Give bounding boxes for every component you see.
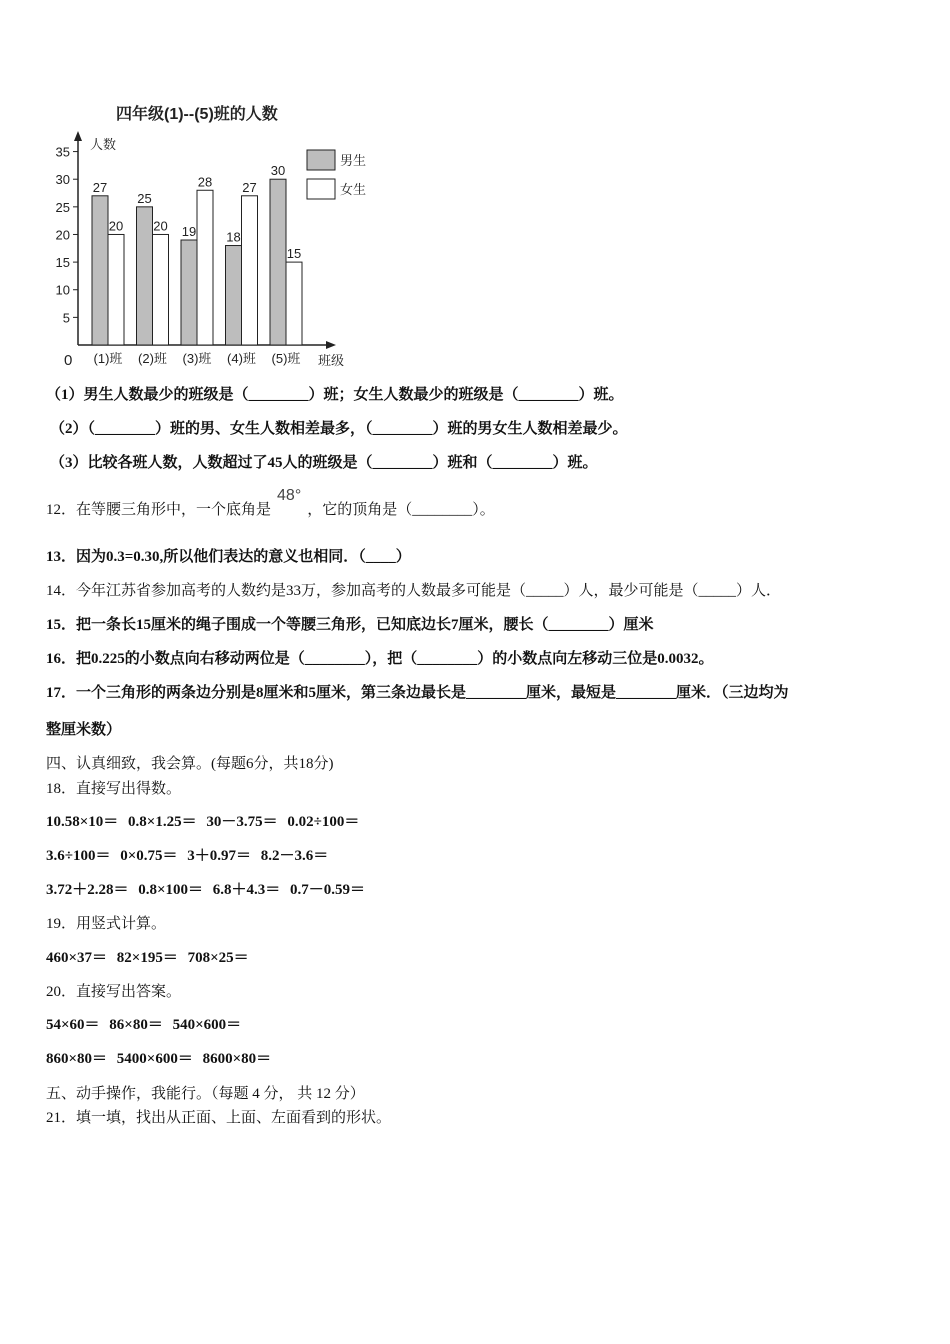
q11-part2: （2）（________）班的男、女生人数相差最多，（________）班的男女生人数相差最少。 <box>50 421 628 437</box>
section5-heading: 五、动手操作，我能行。（每题 4 分， 共 12 分） <box>46 1086 365 1102</box>
q15: 15．把一条长15厘米的绳子围成一个等腰三角形，已知底边长7厘米，腰长（________）厘米 <box>46 617 654 633</box>
y-tick-label: 35 <box>55 144 70 160</box>
x-tick-label: (4)班 <box>227 351 256 366</box>
bar-boys <box>181 240 197 345</box>
y-axis-arrow <box>74 131 82 141</box>
bar-girls <box>108 234 124 345</box>
x-tick-label: (1)班 <box>93 351 123 366</box>
q17-line2: 整厘米数） <box>46 722 122 738</box>
q20-row2: 860×80＝ 5400×600＝ 8600×80＝ <box>46 1051 272 1067</box>
q18-title: 18．直接写出得数。 <box>46 781 182 797</box>
bars <box>92 163 302 366</box>
bar-value-label: 27 <box>242 179 257 195</box>
q18-row1: 10.58×10＝ 0.8×1.25＝ 30－3.75＝ 0.02÷100＝ <box>46 814 360 830</box>
bar-value-label: 20 <box>108 218 124 234</box>
q11-part1: （1）男生人数最少的班级是（________）班；女生人数最少的班级是（________）班。 <box>46 387 624 403</box>
x-tick-label: (5)班 <box>271 351 301 366</box>
chart-svg <box>40 95 380 375</box>
y-ticks <box>56 145 78 326</box>
section4-heading: 四、认真细致，我会算。(每题6分，共18分) <box>46 756 334 772</box>
bar-girls <box>286 262 302 345</box>
y-tick-label: 25 <box>55 199 70 215</box>
bar-value-label: 19 <box>181 224 197 239</box>
y-tick-label: 15 <box>55 255 70 271</box>
q19-title: 19．用竖式计算。 <box>46 916 167 932</box>
x-axis-label: 班级 <box>318 353 345 368</box>
q12-text-b: ，它的顶角是（________）。 <box>307 502 495 518</box>
q17-line1: 17．一个三角形的两条边分别是8厘米和5厘米，第三条边最长是________厘米，最短是________厘米．（三边均为 <box>46 685 789 701</box>
y-tick-label: 10 <box>55 282 70 298</box>
bar-boys <box>226 246 242 345</box>
bar-boys <box>137 207 153 345</box>
q13: 13．因为0.3=0.30,所以他们表达的意义也相同．（____） <box>46 549 411 565</box>
x-tick-label: (2)班 <box>138 351 167 366</box>
bar-boys <box>270 179 286 345</box>
y-tick-label: 30 <box>55 172 70 188</box>
q12 <box>46 487 495 520</box>
q21: 21．填一填，找出从正面、上面、左面看到的形状。 <box>46 1110 392 1126</box>
y-tick-label: 5 <box>62 310 70 326</box>
origin-label: 0 <box>64 352 73 369</box>
q12-text-a: 12．在等腰三角形中，一个底角是 <box>46 502 272 518</box>
q16: 16．把0.225的小数点向右移动两位是（________），把（________）的小数点向左移动三位是0.0032。 <box>46 651 714 667</box>
q18-row2: 3.6÷100＝ 0×0.75＝ 3＋0.97＝ 8.2－3.6＝ <box>46 848 329 864</box>
bar-girls <box>242 196 258 345</box>
q19-row: 460×37＝ 82×195＝ 708×25＝ <box>46 950 249 966</box>
bar-value-label: 18 <box>226 229 241 245</box>
q14: 14．今年江苏省参加高考的人数约是33万，参加高考的人数最多可能是（_____）人，最少可能是（_____）人． <box>46 583 782 599</box>
bar-value-label: 27 <box>92 179 108 195</box>
y-tick-label: 20 <box>55 227 70 243</box>
bar-value-label: 25 <box>137 190 152 206</box>
bar-boys <box>92 196 108 345</box>
q12-angle: 48° <box>277 487 302 504</box>
q20-title: 20．直接写出答案。 <box>46 984 182 1000</box>
bar-value-label: 30 <box>270 163 286 179</box>
bar-value-label: 20 <box>153 218 168 234</box>
bar-girls <box>197 190 213 345</box>
bar-chart <box>40 95 380 375</box>
legend-swatch-girls <box>307 179 335 199</box>
q18-row3: 3.72＋2.28＝ 0.8×100＝ 6.8＋4.3＝ 0.7－0.59＝ <box>46 882 366 898</box>
bar-value-label: 28 <box>197 174 213 190</box>
legend-label-boys: 男生 <box>340 153 367 168</box>
legend-swatch-boys <box>307 150 335 170</box>
y-axis-label: 人数 <box>90 137 117 152</box>
legend <box>307 150 366 199</box>
x-tick-label: (3)班 <box>182 351 212 366</box>
bar-girls <box>153 234 169 345</box>
legend-label-girls: 女生 <box>340 182 367 197</box>
chart-title: 四年级(1)--(5)班的人数 <box>116 106 278 123</box>
x-axis-arrow <box>326 341 336 349</box>
q11-part3: （3）比较各班人数，人数超过了45人的班级是（________）班和（________）班。 <box>50 455 598 471</box>
q20-row1: 54×60＝ 86×80＝ 540×600＝ <box>46 1017 242 1033</box>
bar-value-label: 15 <box>286 246 302 262</box>
